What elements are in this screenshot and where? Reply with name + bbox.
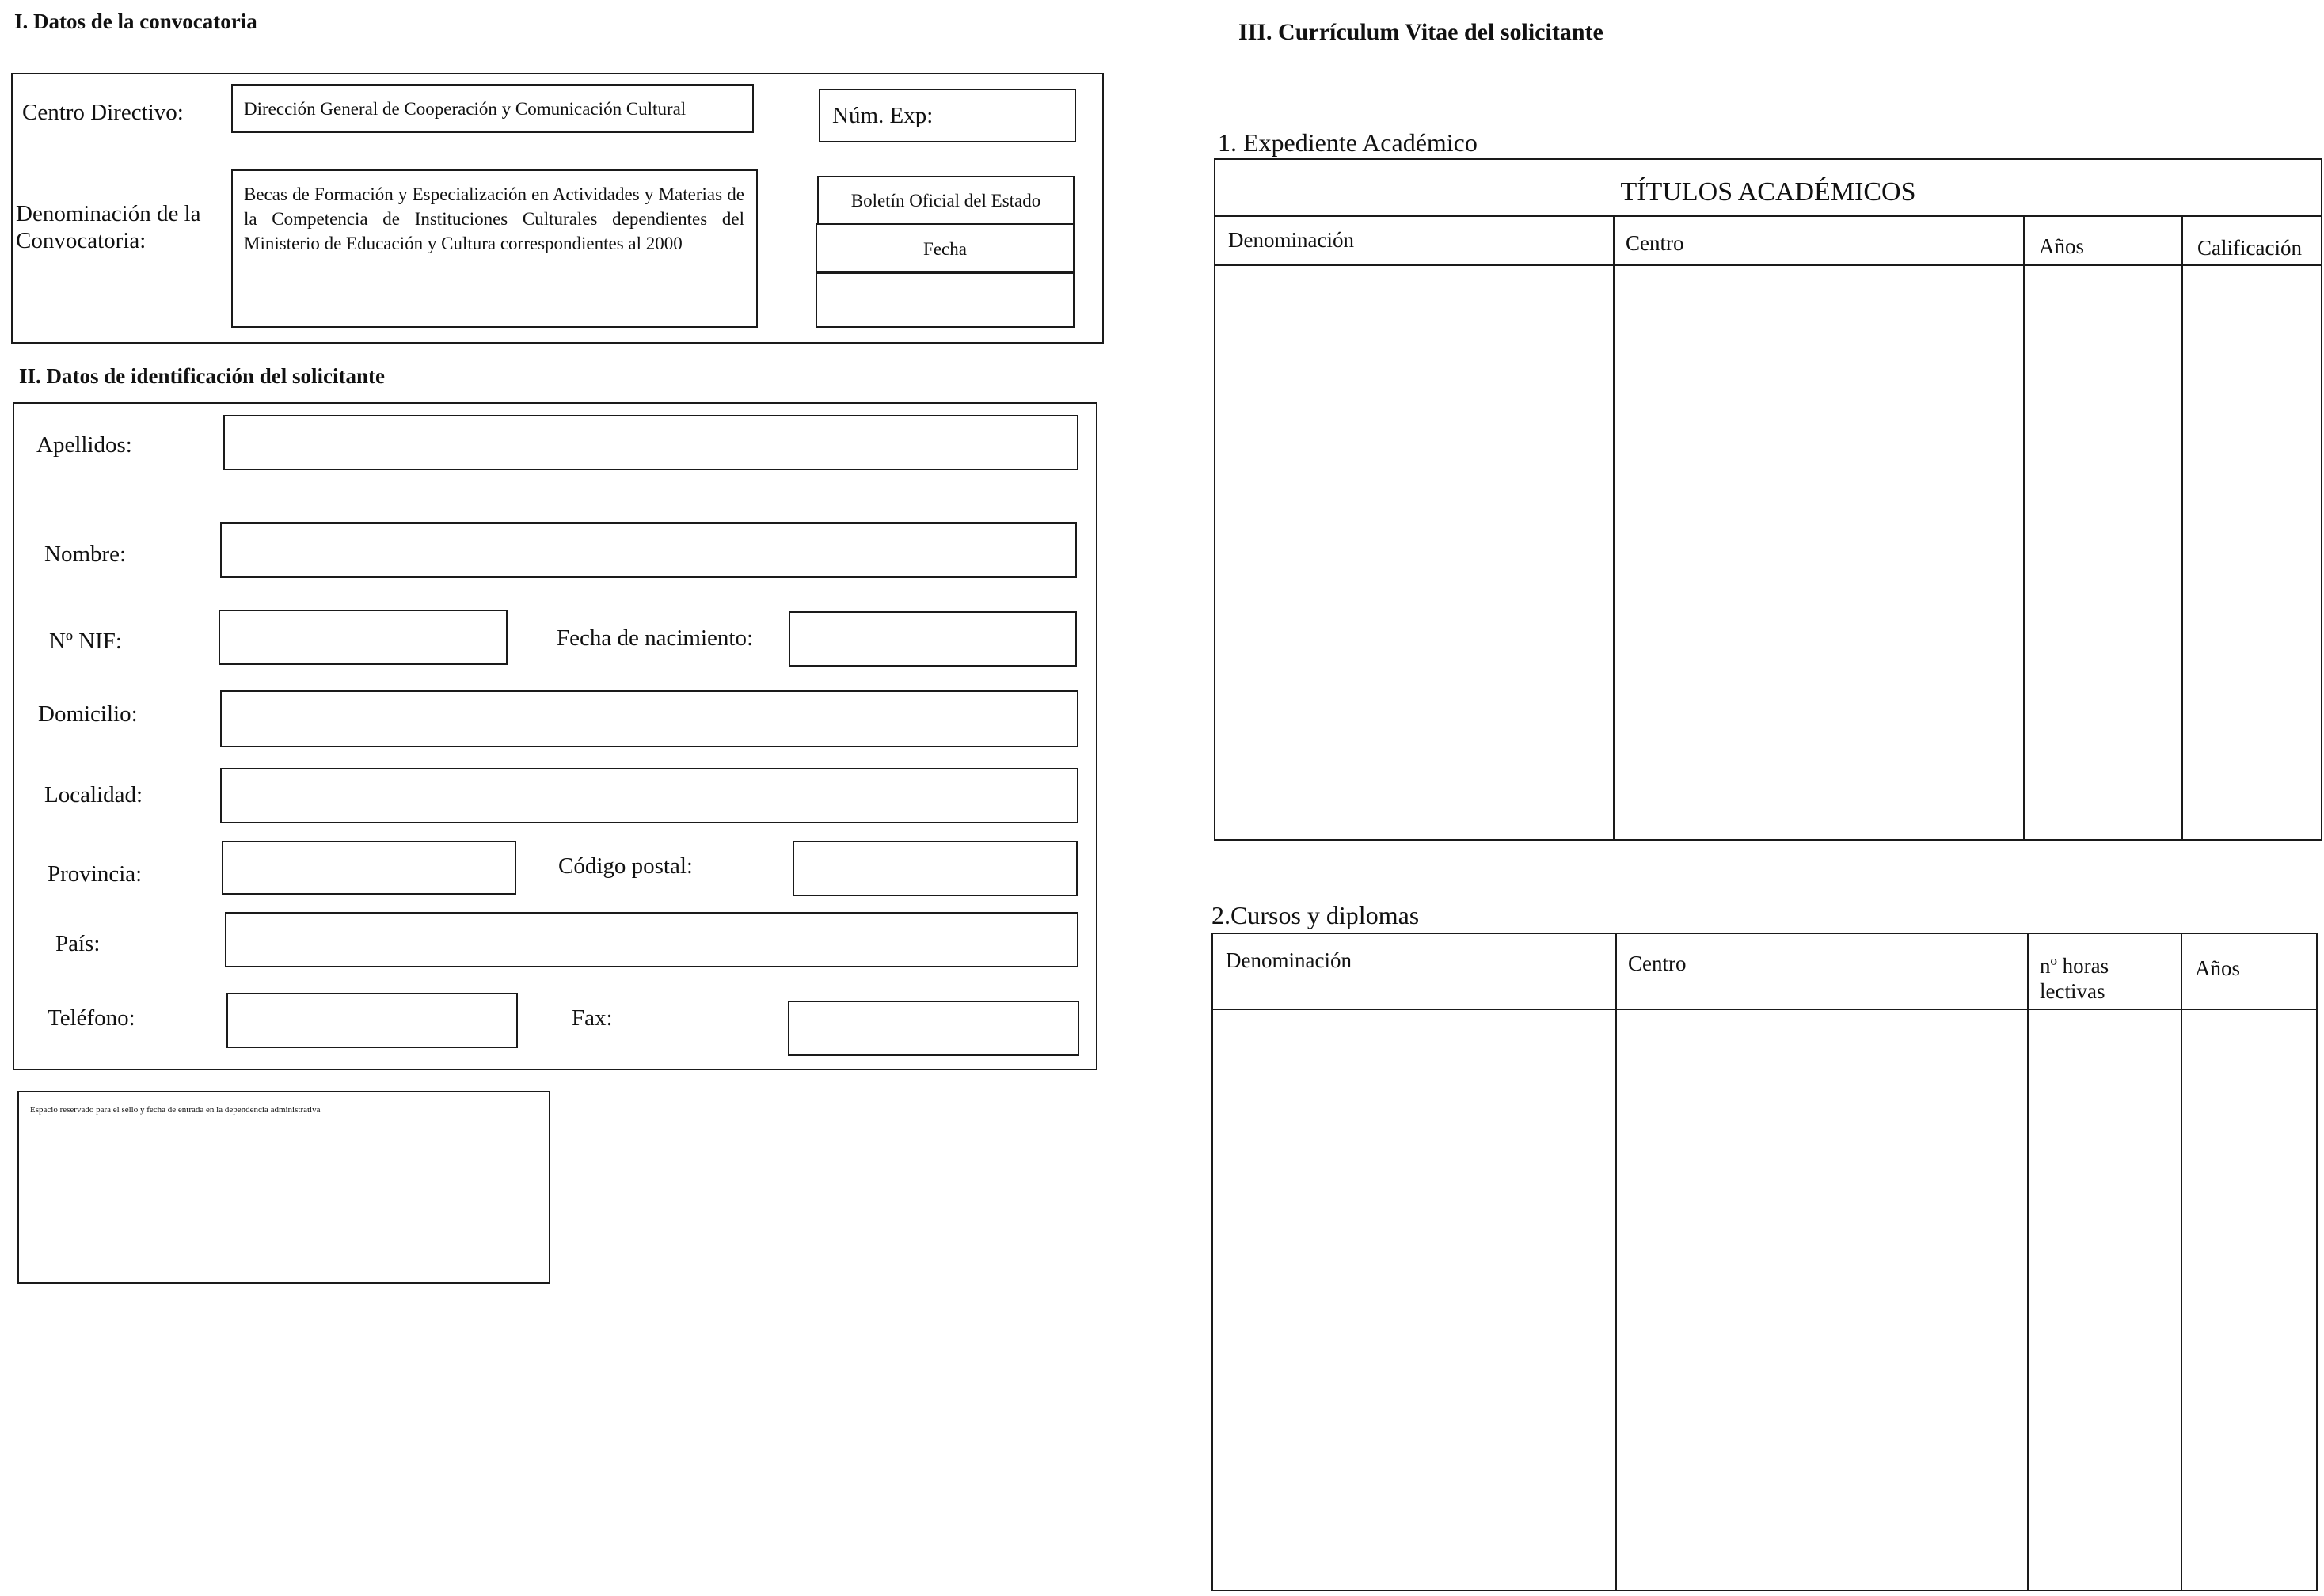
localidad-label: Localidad: bbox=[44, 782, 143, 808]
titulos-col-anos: Años bbox=[2039, 234, 2085, 258]
localidad-input[interactable] bbox=[220, 768, 1078, 823]
section2-heading: II. Datos de identificación del solicitante bbox=[19, 364, 385, 388]
denominacion-label-line1: Denominación de la bbox=[16, 201, 201, 226]
titulos-col-centro: Centro bbox=[1626, 231, 1684, 255]
cursos-col-divider-2 bbox=[2027, 934, 2029, 1590]
titulos-col-denominacion: Denominación bbox=[1228, 228, 1354, 252]
boletin-oficial-label: Boletín Oficial del Estado bbox=[850, 191, 1041, 211]
titulos-header-divider bbox=[1215, 264, 2321, 266]
reserved-stamp-area bbox=[17, 1091, 550, 1284]
fecha-label: Fecha bbox=[923, 239, 967, 259]
nombre-input[interactable] bbox=[220, 522, 1077, 578]
reserved-stamp-text: Espacio reservado para el sello y fecha de entrada en la dependencia administrativa bbox=[30, 1105, 321, 1115]
num-exp-label: Núm. Exp: bbox=[832, 103, 934, 128]
titulos-col-divider-2 bbox=[2023, 215, 2025, 841]
titulos-col-divider-3 bbox=[2181, 215, 2183, 841]
centro-directivo-value: Dirección General de Cooperación y Comunicación Cultural bbox=[244, 99, 687, 119]
apellidos-label: Apellidos: bbox=[36, 432, 132, 458]
cursos-col-divider-3 bbox=[2181, 934, 2182, 1590]
fax-label: Fax: bbox=[572, 1005, 613, 1031]
denominacion-field[interactable] bbox=[231, 169, 758, 328]
provincia-input[interactable] bbox=[222, 841, 516, 895]
cursos-title: 2.Cursos y diplomas bbox=[1211, 901, 1420, 929]
cursos-col-centro: Centro bbox=[1628, 952, 1687, 975]
apellidos-input[interactable] bbox=[223, 415, 1078, 470]
domicilio-input[interactable] bbox=[220, 690, 1078, 747]
denominacion-label-line2: Convocatoria: bbox=[16, 228, 146, 253]
titulos-title-divider bbox=[1215, 215, 2321, 217]
centro-directivo-field[interactable] bbox=[231, 84, 754, 133]
telefono-input[interactable] bbox=[226, 993, 518, 1048]
expediente-title: 1. Expediente Académico bbox=[1218, 128, 1478, 157]
fecha-nacimiento-input[interactable] bbox=[789, 611, 1077, 667]
fecha-cell bbox=[816, 223, 1075, 272]
section3-heading: III. Currículum Vitae del solicitante bbox=[1238, 19, 1603, 45]
codigo-postal-input[interactable] bbox=[793, 841, 1078, 896]
titulos-table bbox=[1214, 158, 2322, 841]
cursos-col-anos: Años bbox=[2195, 956, 2241, 980]
num-exp-field[interactable] bbox=[819, 89, 1076, 142]
titulos-col-divider-1 bbox=[1613, 215, 1615, 841]
fecha-nacimiento-label: Fecha de nacimiento: bbox=[557, 625, 754, 651]
fecha-value-field[interactable] bbox=[816, 272, 1075, 328]
provincia-label: Provincia: bbox=[48, 861, 143, 887]
cursos-col-denominacion: Denominación bbox=[1226, 948, 1352, 972]
telefono-label: Teléfono: bbox=[48, 1005, 135, 1031]
cursos-col-divider-1 bbox=[1615, 934, 1617, 1590]
pais-label: País: bbox=[55, 931, 101, 956]
nombre-label: Nombre: bbox=[44, 542, 127, 567]
titulos-col-calificacion: Calificación bbox=[2197, 236, 2302, 260]
fax-input[interactable] bbox=[788, 1001, 1079, 1056]
centro-directivo-label: Centro Directivo: bbox=[22, 100, 184, 125]
section1-heading: I. Datos de la convocatoria bbox=[14, 10, 257, 33]
codigo-postal-label: Código postal: bbox=[558, 853, 693, 879]
pais-input[interactable] bbox=[225, 912, 1078, 967]
boletin-oficial-cell bbox=[817, 176, 1075, 225]
titulos-table-title: TÍTULOS ACADÉMICOS bbox=[1620, 177, 1916, 207]
domicilio-label: Domicilio: bbox=[38, 701, 138, 727]
denominacion-value: Becas de Formación y Especialización en Actividades y Materias de la Competencia de Instituciones Culturales dependientes del Ministerio de Educación y Cultura correspondientes al 2000 bbox=[244, 184, 744, 253]
cursos-col-horas: nº horas lectivas bbox=[2040, 954, 2109, 1003]
cursos-table bbox=[1211, 933, 2318, 1591]
nif-label: Nº NIF: bbox=[49, 629, 122, 654]
nif-input[interactable] bbox=[219, 610, 508, 665]
cursos-header-divider bbox=[1213, 1009, 2316, 1010]
